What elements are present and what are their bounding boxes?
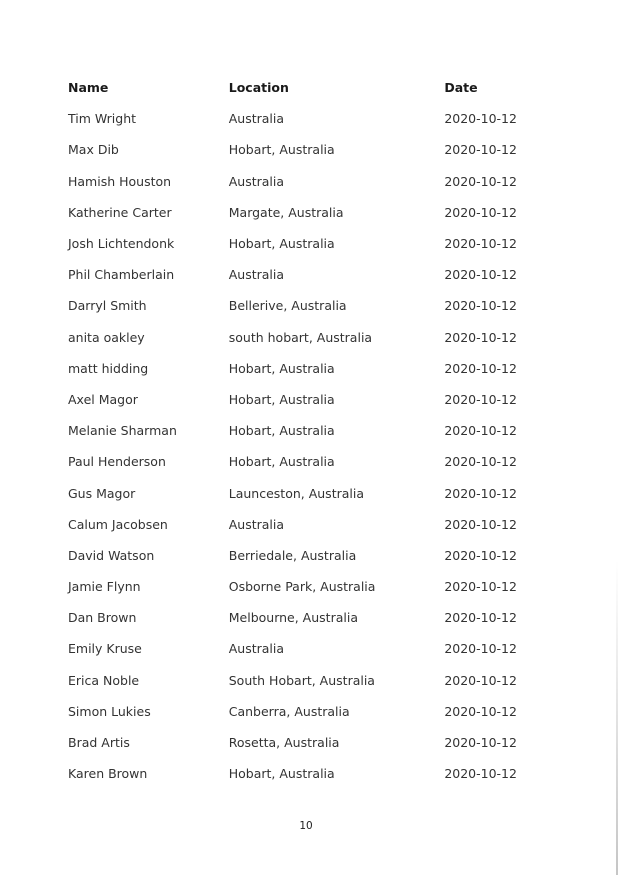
table-row: [60, 384, 540, 415]
cell-name: Karen Brown: [68, 766, 148, 782]
table-row: [60, 696, 540, 727]
cell-location: Hobart, Australia: [228, 391, 335, 407]
cell-name: Brad Artis: [68, 735, 130, 751]
page-number: 10: [299, 820, 313, 832]
cell-date: 2020-10-12: [444, 454, 517, 470]
cell-name: Max Dib: [68, 142, 119, 158]
cell-name: matt hidding: [68, 360, 149, 376]
cell-name: Gus Magor: [68, 485, 136, 501]
cell-date: 2020-10-12: [444, 204, 517, 220]
cell-location: Hobart, Australia: [228, 423, 335, 439]
cell-name: Simon Lukies: [68, 703, 151, 719]
cell-date: 2020-10-12: [444, 267, 517, 283]
table-row: [60, 415, 540, 446]
cell-date: 2020-10-12: [444, 142, 517, 158]
table-row: [60, 353, 540, 384]
table-row: [60, 290, 540, 321]
cell-name: Katherine Carter: [68, 204, 172, 220]
cell-name: Phil Chamberlain: [68, 267, 175, 283]
cell-name: Hamish Houston: [68, 173, 172, 189]
table-row: [60, 509, 540, 540]
table-row: [60, 446, 540, 477]
table-row: [60, 322, 540, 353]
table-row: [60, 197, 540, 228]
cell-date: 2020-10-12: [444, 485, 517, 501]
table-row: [60, 540, 540, 571]
cell-location: Hobart, Australia: [228, 142, 335, 158]
table-row: [60, 166, 540, 197]
cell-location: Bellerive, Australia: [228, 298, 347, 314]
cell-date: 2020-10-12: [444, 610, 517, 626]
cell-location: Launceston, Australia: [228, 485, 365, 501]
cell-date: 2020-10-12: [444, 298, 517, 314]
cell-date: 2020-10-12: [444, 360, 517, 376]
table-row: [60, 477, 540, 508]
cell-name: Melanie Sharman: [68, 423, 177, 439]
cell-location: Canberra, Australia: [228, 703, 350, 719]
cell-date: 2020-10-12: [444, 641, 517, 657]
cell-location: Australia: [228, 173, 285, 189]
cell-date: 2020-10-12: [444, 672, 517, 688]
table-row: [60, 727, 540, 758]
cell-name: Calum Jacobsen: [68, 516, 168, 532]
cell-location: South Hobart, Australia: [228, 672, 375, 688]
table-row: [60, 103, 540, 134]
cell-location: Osborne Park, Australia: [228, 579, 376, 595]
table-row: [60, 758, 540, 789]
scan-edge-shadow: [616, 560, 618, 875]
cell-location: Australia: [228, 267, 285, 283]
cell-name: Josh Lichtendonk: [68, 236, 175, 252]
cell-location: Australia: [228, 641, 285, 657]
cell-name: Axel Magor: [68, 391, 138, 407]
table-row: [60, 134, 540, 165]
cell-name: Tim Wright: [68, 111, 137, 127]
cell-location: Margate, Australia: [228, 204, 344, 220]
cell-name: Jamie Flynn: [68, 579, 141, 595]
table-row: [60, 602, 540, 633]
cell-name: Dan Brown: [68, 610, 137, 626]
cell-name: Erica Noble: [68, 672, 140, 688]
cell-location: Australia: [228, 516, 285, 532]
cell-date: 2020-10-12: [444, 236, 517, 252]
table-header: [60, 72, 540, 103]
signatories-table: [60, 72, 540, 789]
table-row: [60, 228, 540, 259]
cell-date: 2020-10-12: [444, 423, 517, 439]
cell-location: Rosetta, Australia: [228, 735, 340, 751]
cell-date: 2020-10-12: [444, 703, 517, 719]
column-header-date: Date: [444, 80, 478, 96]
cell-date: 2020-10-12: [444, 579, 517, 595]
cell-location: Australia: [228, 111, 285, 127]
table-row: [60, 571, 540, 602]
cell-date: 2020-10-12: [444, 391, 517, 407]
cell-name: David Watson: [68, 547, 155, 563]
table-row: [60, 633, 540, 664]
cell-date: 2020-10-12: [444, 173, 517, 189]
table-row: [60, 259, 540, 290]
header-row: [60, 72, 540, 103]
cell-location: Hobart, Australia: [228, 236, 335, 252]
cell-name: Paul Henderson: [68, 454, 166, 470]
cell-name: anita oakley: [68, 329, 145, 345]
column-header-location: Location: [228, 80, 289, 96]
cell-location: Hobart, Australia: [228, 360, 335, 376]
cell-location: Berriedale, Australia: [228, 547, 357, 563]
cell-location: Melbourne, Australia: [228, 610, 358, 626]
cell-date: 2020-10-12: [444, 111, 517, 127]
cell-date: 2020-10-12: [444, 766, 517, 782]
cell-name: Emily Kruse: [68, 641, 142, 657]
cell-location: Hobart, Australia: [228, 766, 335, 782]
cell-location: south hobart, Australia: [228, 329, 373, 345]
cell-date: 2020-10-12: [444, 329, 517, 345]
cell-date: 2020-10-12: [444, 516, 517, 532]
column-header-name: Name: [68, 80, 109, 96]
table-row: [60, 665, 540, 696]
cell-date: 2020-10-12: [444, 547, 517, 563]
cell-date: 2020-10-12: [444, 735, 517, 751]
table-body: [60, 103, 540, 789]
cell-location: Hobart, Australia: [228, 454, 335, 470]
cell-name: Darryl Smith: [68, 298, 147, 314]
